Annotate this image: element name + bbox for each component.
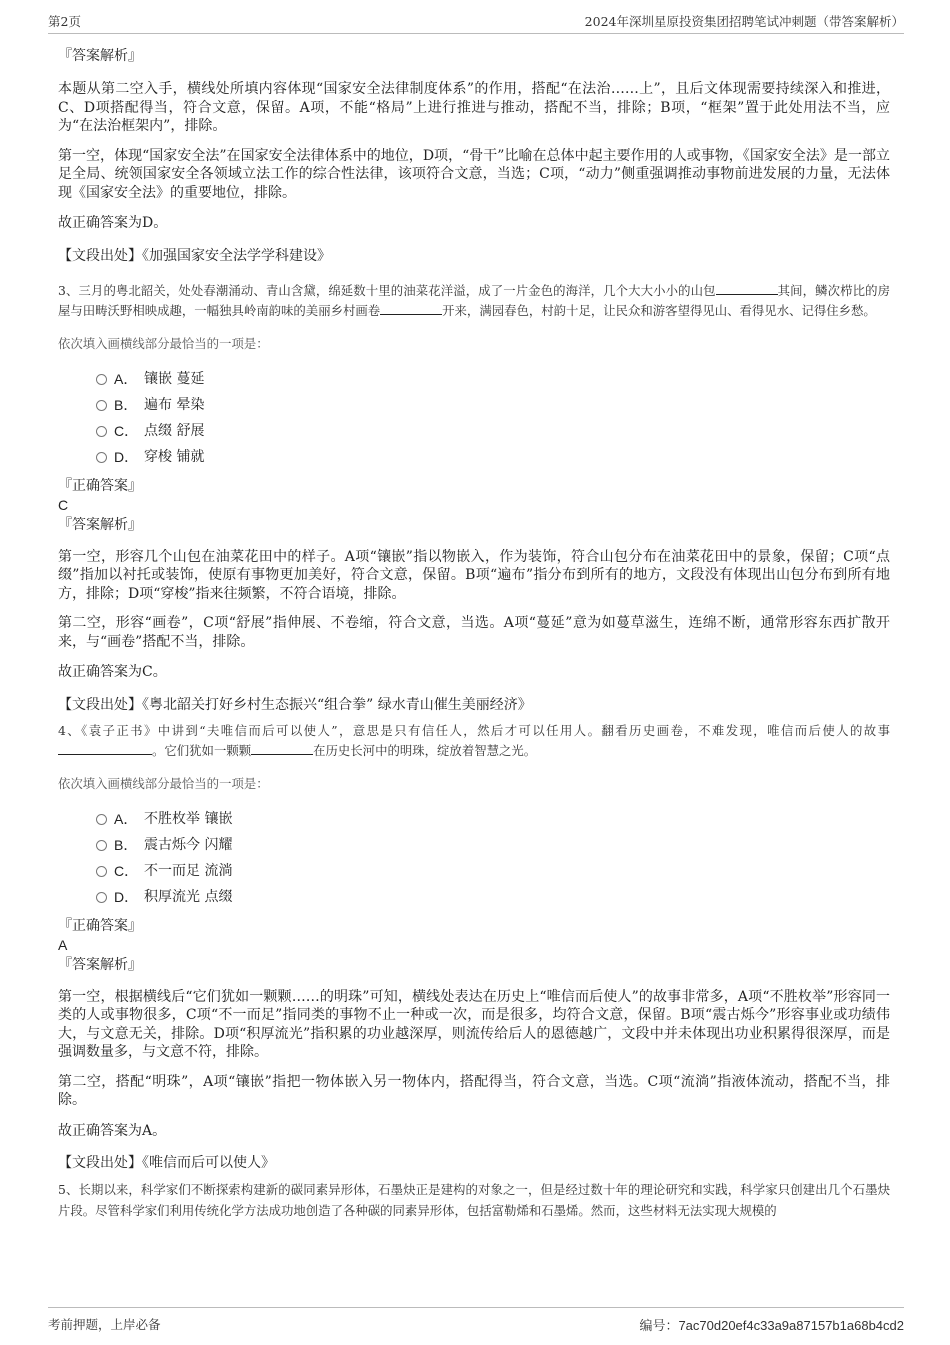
q4-stem-part-3: 在历史长河中的明珠，绽放着智慧之光。 xyxy=(313,743,537,758)
radio-icon[interactable] xyxy=(96,400,107,411)
document-id: 编号：7ac70d20ef4c33a9a87157b1a68b4cd2 xyxy=(639,1318,904,1333)
q3-analysis-para-3: 故正确答案为C。 xyxy=(58,664,167,680)
q2-analysis-para-3: 故正确答案为D。 xyxy=(58,215,168,231)
q2-analysis-para-1: 本题从第二空入手，横线处所填内容体现“国家安全法律制度体系”的作用，搭配“在法治……上”，且后文体现需要持续深入和推进，C、D项搭配得当，符合文意，保留。A项，不能“格局”上进行推进与推动，搭配不当，排除；B项，“框架”置于此处用法不当，应为“在法治框架内”，排除。 xyxy=(58,81,890,134)
q4-blank-2 xyxy=(251,742,313,755)
q3-stem-part-3: 开来，满园春色，村韵十足，让民众和游客望得见山、看得见水、记得住乡愁。 xyxy=(442,303,876,318)
q4-prompt: 依次填入画横线部分最恰当的一项是： xyxy=(58,775,269,791)
q3-option-c-text: 点缀 舒展 xyxy=(144,422,205,439)
q3-option-a-letter: A． xyxy=(114,370,138,387)
radio-icon[interactable] xyxy=(96,426,107,437)
q3-option-d-text: 穿梭 铺就 xyxy=(144,448,205,465)
q3-option-b[interactable] xyxy=(96,392,890,418)
q3-option-a[interactable] xyxy=(96,366,890,392)
q4-option-d-text: 积厚流光 点缀 xyxy=(144,888,233,905)
q3-stem-part-1: 3、三月的粤北韶关，处处春潮涌动、青山含黛，绵延数十里的油菜花洋溢，成了一片金色的海洋，几个大大小小的山包 xyxy=(58,282,716,298)
q3-analysis-para-1: 第一空，形容几个山包在油菜花田中的样子。A项“镶嵌”指以物嵌入，作为装饰，符合山包分布在油菜花田中的景象，保留；C项“点缀”指加以衬托或装饰，使原有事物更加美好，符合文意，保留。B项“遍布”指分布到所有的地方，文段没有体现出山包分布到所有地方，排除；D项“穿梭”指来往频繁，不符合语境，排除。 xyxy=(58,548,890,602)
q3-blank-2 xyxy=(380,302,442,315)
q3-option-c[interactable] xyxy=(96,418,890,444)
q3-option-d[interactable] xyxy=(96,444,890,470)
page-number: 第2页 xyxy=(48,14,81,29)
q3-option-d-letter: D． xyxy=(114,448,139,465)
q3-option-a-text: 镶嵌 蔓延 xyxy=(144,370,205,387)
q3-correct-label: 『正确答案』 xyxy=(58,477,142,494)
q4-analysis-para-3: 故正确答案为A。 xyxy=(58,1122,167,1139)
q4-option-b-letter: B． xyxy=(114,836,138,853)
q3-stem xyxy=(58,281,890,322)
q4-blank-1 xyxy=(58,742,152,755)
radio-icon[interactable] xyxy=(96,452,107,463)
q3-analysis-para-2: 第二空，形容“画卷”，C项“舒展”指伸展、不卷缩，符合文意，当选。A项“蔓延”意为如蔓草滋生，连绵不断，通常形容东西扩散开来，与“画卷”搭配不当，排除。 xyxy=(58,615,890,650)
q4-analysis-label: 『答案解析』 xyxy=(58,956,142,973)
q4-analysis-para-2: 第二空，搭配“明珠”，A项“镶嵌”指把一物体嵌入另一物体内，搭配得当，符合文意，当选。C项“流淌”指液体流动，搭配不当，排除。 xyxy=(58,1073,890,1108)
q3-option-c-letter: C． xyxy=(114,422,139,439)
q3-options xyxy=(96,366,890,470)
q4-option-b[interactable] xyxy=(96,832,890,858)
radio-icon[interactable] xyxy=(96,840,107,851)
q4-stem-part-1: 4、《袁子正书》中讲到“夫唯信而后可以使人”，意思是只有信任人，然后才可以任用人。翻看历史画卷，不难发现，唯信而后使人的故事 xyxy=(58,722,890,738)
q3-correct-answer: C xyxy=(58,496,69,513)
q2-analysis-para-2: 第一空，体现“国家安全法”在国家安全法律体系中的地位，D项，“骨干”比喻在总体中起主要作用的人或事物，《国家安全法》是一部立足全局、统领国家安全各领域立法工作的综合性法律，该项符合文意，当选；C项，“动力”侧重强调推动事物前进发展的力量，无法体现《国家安全法》的重要地位，排除。 xyxy=(58,147,890,201)
radio-icon[interactable] xyxy=(96,374,107,385)
radio-icon[interactable] xyxy=(96,814,107,825)
q4-stem xyxy=(58,721,890,762)
q4-option-d[interactable] xyxy=(96,884,890,910)
q3-analysis-label: 『答案解析』 xyxy=(58,516,142,533)
page-footer xyxy=(48,1307,904,1333)
q4-options xyxy=(96,806,890,910)
page-content xyxy=(58,44,890,1221)
q4-option-a-text: 不胜枚举 镶嵌 xyxy=(144,810,233,827)
q4-source: 【文段出处】《唯信而后可以使人》 xyxy=(58,1155,275,1171)
document-title: 2024年深圳星原投资集团招聘笔试冲刺题（带答案解析） xyxy=(584,14,904,29)
q3-blank-1 xyxy=(716,282,778,295)
q4-option-b-text: 震古烁今 闪耀 xyxy=(144,836,233,853)
q3-source: 【文段出处】《粤北韶关打好乡村生态振兴“组合拳” 绿水青山催生美丽经济》 xyxy=(58,696,532,713)
q5-stem: 5、长期以来，科学家们不断探索构建新的碳同素异形体，石墨炔正是建构的对象之一，但是经过数十年的理论研究和实践，科学家只创建出几个石墨炔片段。尽管科学家们利用传统化学方法成功地创造了各种碳的同素异形体，包括富勒烯和石墨烯。然而，这些材料无法实现大规模的 xyxy=(58,1182,890,1218)
q4-stem-part-2: 。它们犹如一颗颗 xyxy=(152,743,252,758)
q4-correct-label: 『正确答案』 xyxy=(58,917,142,934)
q4-option-a[interactable] xyxy=(96,806,890,832)
page-header xyxy=(48,12,904,34)
q4-option-d-letter: D． xyxy=(114,888,139,905)
radio-icon[interactable] xyxy=(96,866,107,877)
q2-analysis-label: 『答案解析』 xyxy=(58,48,142,64)
q3-prompt: 依次填入画横线部分最恰当的一项是： xyxy=(58,335,269,351)
q4-analysis-para-1: 第一空，根据横线后“它们犹如一颗颗……的明珠”可知，横线处表达在历史上“唯信而后使人”的故事非常多，A项“不胜枚举”形容同一类的人或事物很多，C项“不一而足”指同类的事物不止一种或一次，而是很多，均符合文意，保留。B项“震古烁今”形容事业或功绩伟大，与文意无关，排除。D项“积厚流光”指积累的功业越深厚，则流传给后人的恩德越广，文段中并未体现出功业积累得很深厚，而是强调数量多，与文意不符，排除。 xyxy=(58,988,890,1060)
footer-slogan: 考前押题，上岸必备 xyxy=(48,1317,161,1332)
q4-option-c-text: 不一而足 流淌 xyxy=(144,862,233,879)
q4-correct-answer: A xyxy=(58,936,68,953)
q4-option-c-letter: C． xyxy=(114,862,139,879)
q3-stem-part-2: 其间，鳞次栉比的房屋与田畴沃野相映成趣，一幅独具岭南韵味的美丽乡村画卷 xyxy=(58,282,891,318)
q2-source: 【文段出处】《加强国家安全法学学科建设》 xyxy=(58,247,331,264)
q4-option-a-letter: A． xyxy=(114,810,138,827)
q3-option-b-text: 遍布 晕染 xyxy=(144,396,205,413)
q4-option-c[interactable] xyxy=(96,858,890,884)
q3-option-b-letter: B． xyxy=(114,396,138,413)
radio-icon[interactable] xyxy=(96,892,107,903)
